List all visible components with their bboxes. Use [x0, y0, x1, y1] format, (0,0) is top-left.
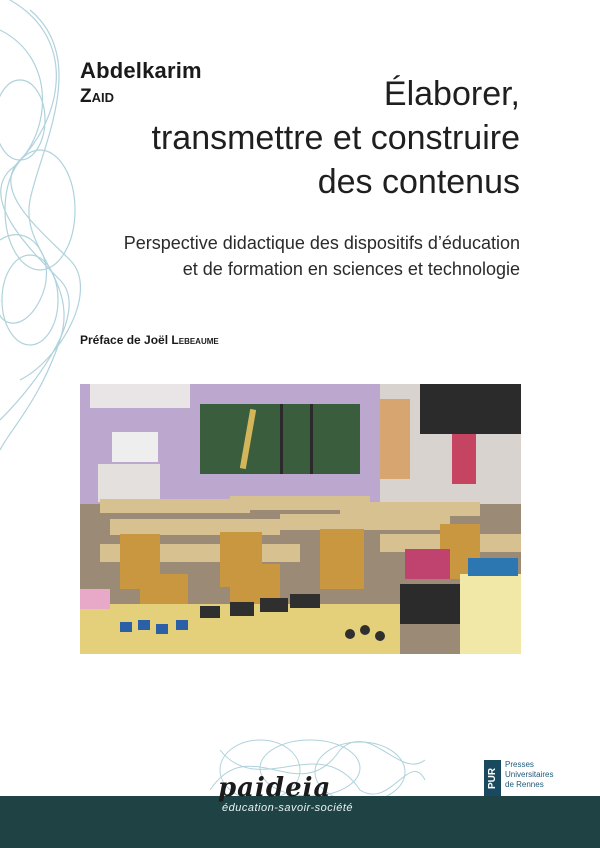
preface-credit — [80, 333, 219, 347]
publisher-name — [505, 760, 553, 790]
publisher-line-2: Universitaires — [505, 770, 554, 779]
book-title — [60, 72, 520, 204]
subtitle-line-1: Perspective didactique des dispositifs d’éducation — [123, 233, 520, 253]
series-tagline: éducation-savoir-société — [222, 802, 354, 814]
subtitle-line-2: et de formation en sciences et technologie — [182, 259, 520, 279]
classroom-photo — [80, 384, 521, 654]
title-line-2: transmettre et construire — [151, 119, 520, 157]
series-name: paideia — [218, 773, 332, 803]
publisher-line-1: Presses — [505, 760, 534, 769]
author-first-name: Abdelkarim — [80, 58, 202, 83]
title-line-1: Élaborer, — [383, 75, 520, 113]
preface-name: Lebeaume — [171, 333, 219, 347]
author-last-name: Zaid — [80, 86, 114, 107]
preface-prefix: Préface de Joël — [80, 333, 169, 347]
title-line-3: des contenus — [317, 163, 520, 201]
publisher-logo-icon: PUR — [484, 760, 501, 796]
book-subtitle — [40, 230, 520, 282]
publisher-line-3: de Rennes — [505, 780, 544, 789]
